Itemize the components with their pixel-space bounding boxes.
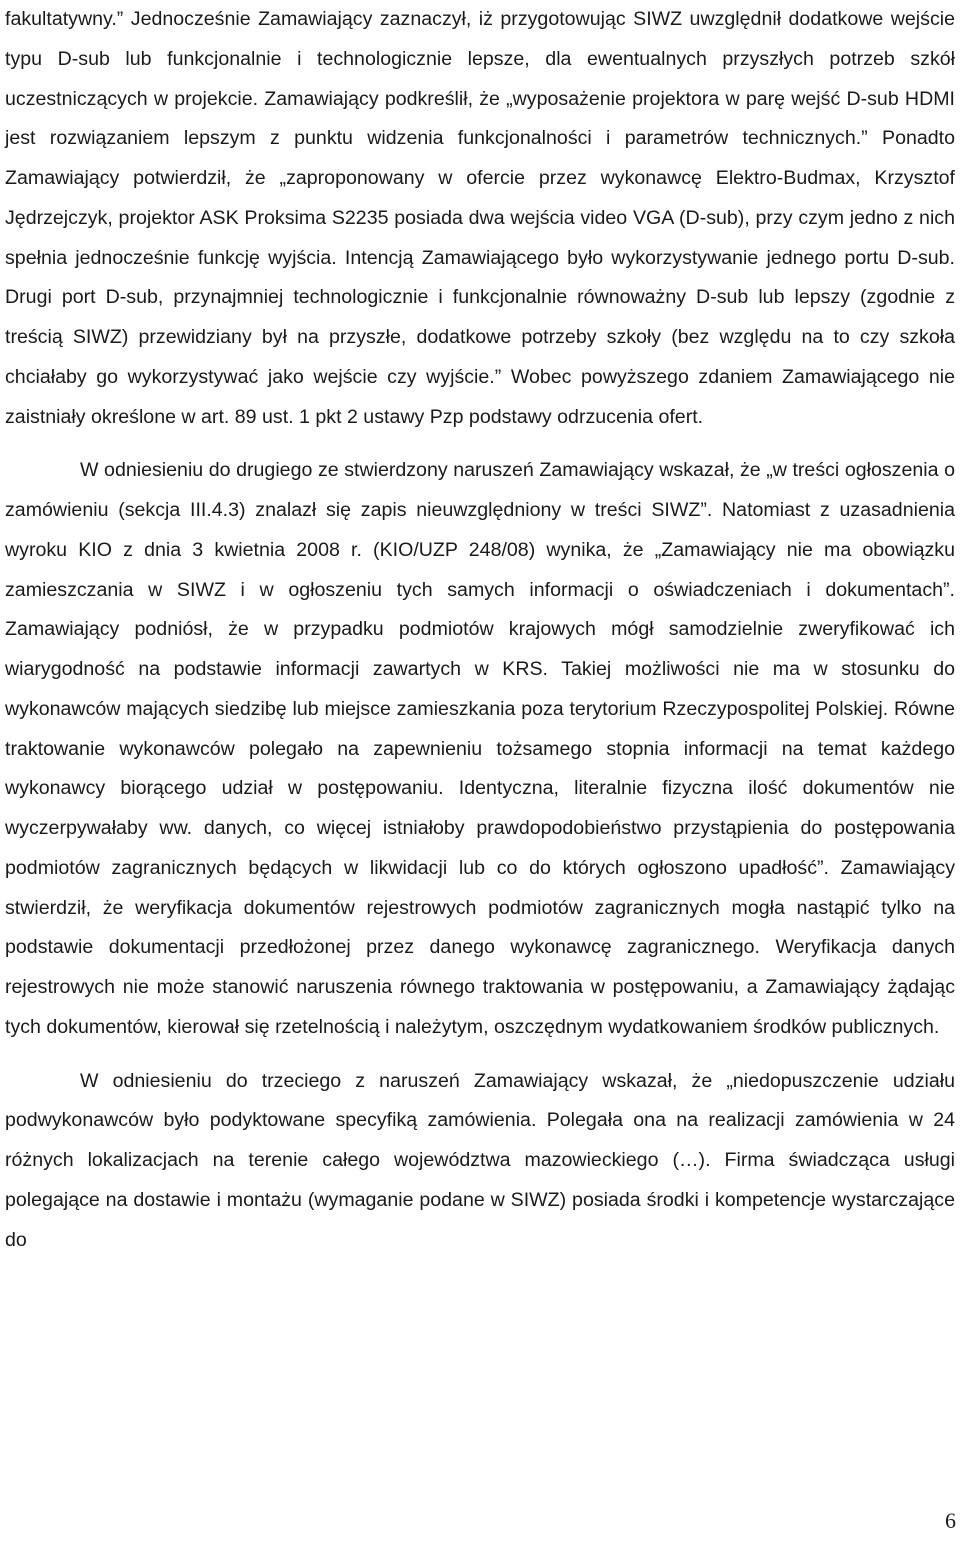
paragraph-third-violation: W odniesieniu do trzeciego z naruszeń Zamawiający wskazał, że „niedopuszczenie udziału podwykonawców było podyktowane specyfiką zamówienia. Polegała ona na realizacji zamówienia w 24 różnych lokalizacjach na terenie całego województwa mazowieckiego (…). Firma świadcząca usługi polegające na dostawie i montażu (wymaganie podane w SIWZ) posiada środki i kompetencje wystarczające do: [5, 1069, 955, 1251]
paragraph-continuation: fakultatywny.” Jednocześnie Zamawiający zaznaczył, iż przygotowując SIWZ uwzględnił dodatkowe wejście typu D-sub lub funkcjonalnie i technologicznie lepsze, dla ewentualnych przyszłych potrzeb szkół uczestniczących w projekcie. Zamawiający podkreślił, że „wyposażenie projektora w parę wejść D-sub HDMI jest rozwiązaniem lepszym z punktu widzenia funkcjonalności i parametrów technicznych.” Ponadto Zamawiający potwierdził, że „zaproponowany w ofercie przez wykonawcę Elektro-Budmax, Krzysztof Jędrzejczyk, projektor ASK Proksima S2235 posiada dwa wejścia video VGA (D-sub), przy czym jedno z nich spełnia jednocześnie funkcję wyjścia. Intencją Zamawiającego było wykorzystywanie jednego portu D-sub. Drugi port D-sub, przynajmniej technologicznie i funkcjonalnie równoważny D-sub lub lepszy (zgodnie z treścią SIWZ) przewidziany był na przyszłe, dodatkowe potrzeby szkoły (bez względu na to czy szkoła chciałaby go wykorzystywać jako wejście czy wyjście.” Wobec powyższego zdaniem Zamawiającego nie zaistniały określone w art. 89 ust. 1 pkt 2 ustawy Pzp podstawy odrzucenia ofert.: [5, 8, 955, 428]
document-body: [5, 0, 955, 1260]
paragraph-second-violation: W odniesieniu do drugiego ze stwierdzony naruszeń Zamawiający wskazał, że „w treści ogłoszenia o zamówieniu (sekcja III.4.3) znalazł się zapis nieuwzględniony w treści SIWZ”. Natomiast z uzasadnienia wyroku KIO z dnia 3 kwietnia 2008 r. (KIO/UZP 248/08) wynika, że „Zamawiający nie ma obowiązku zamieszczania w SIWZ i w ogłoszeniu tych samych informacji o oświadczeniach i dokumentach”. Zamawiający podniósł, że w przypadku podmiotów krajowych mógł samodzielnie zweryfikować ich wiarygodność na podstawie informacji zawartych w KRS. Takiej możliwości nie ma w stosunku do wykonawców mających siedzibę lub miejsce zamieszkania poza terytorium Rzeczypospolitej Polskiej. Równe traktowanie wykonawców polegało na zapewnieniu tożsamego stopnia informacji na temat każdego wykonawcy biorącego udział w postępowaniu. Identyczna, literalnie fizyczna ilość dokumentów nie wyczerpywałaby ww. danych, co więcej istniałoby prawdopodobieństwo przystąpienia do postępowania podmiotów zagranicznych będących w likwidacji lub co do których ogłoszono upadłość”. Zamawiający stwierdził, że weryfikacja dokumentów rejestrowych podmiotów zagranicznych mogła nastąpić tylko na podstawie dokumentacji przedłożonej przez danego wykonawcę zagranicznego. Weryfikacja danych rejestrowych nie może stanowić naruszenia równego traktowania w postępowaniu, a Zamawiający żądając tych dokumentów, kierował się rzetelnością i należytym, oszczędnym wydatkowaniem środków publicznych.: [5, 459, 955, 1038]
page-number: 6: [945, 1508, 956, 1533]
